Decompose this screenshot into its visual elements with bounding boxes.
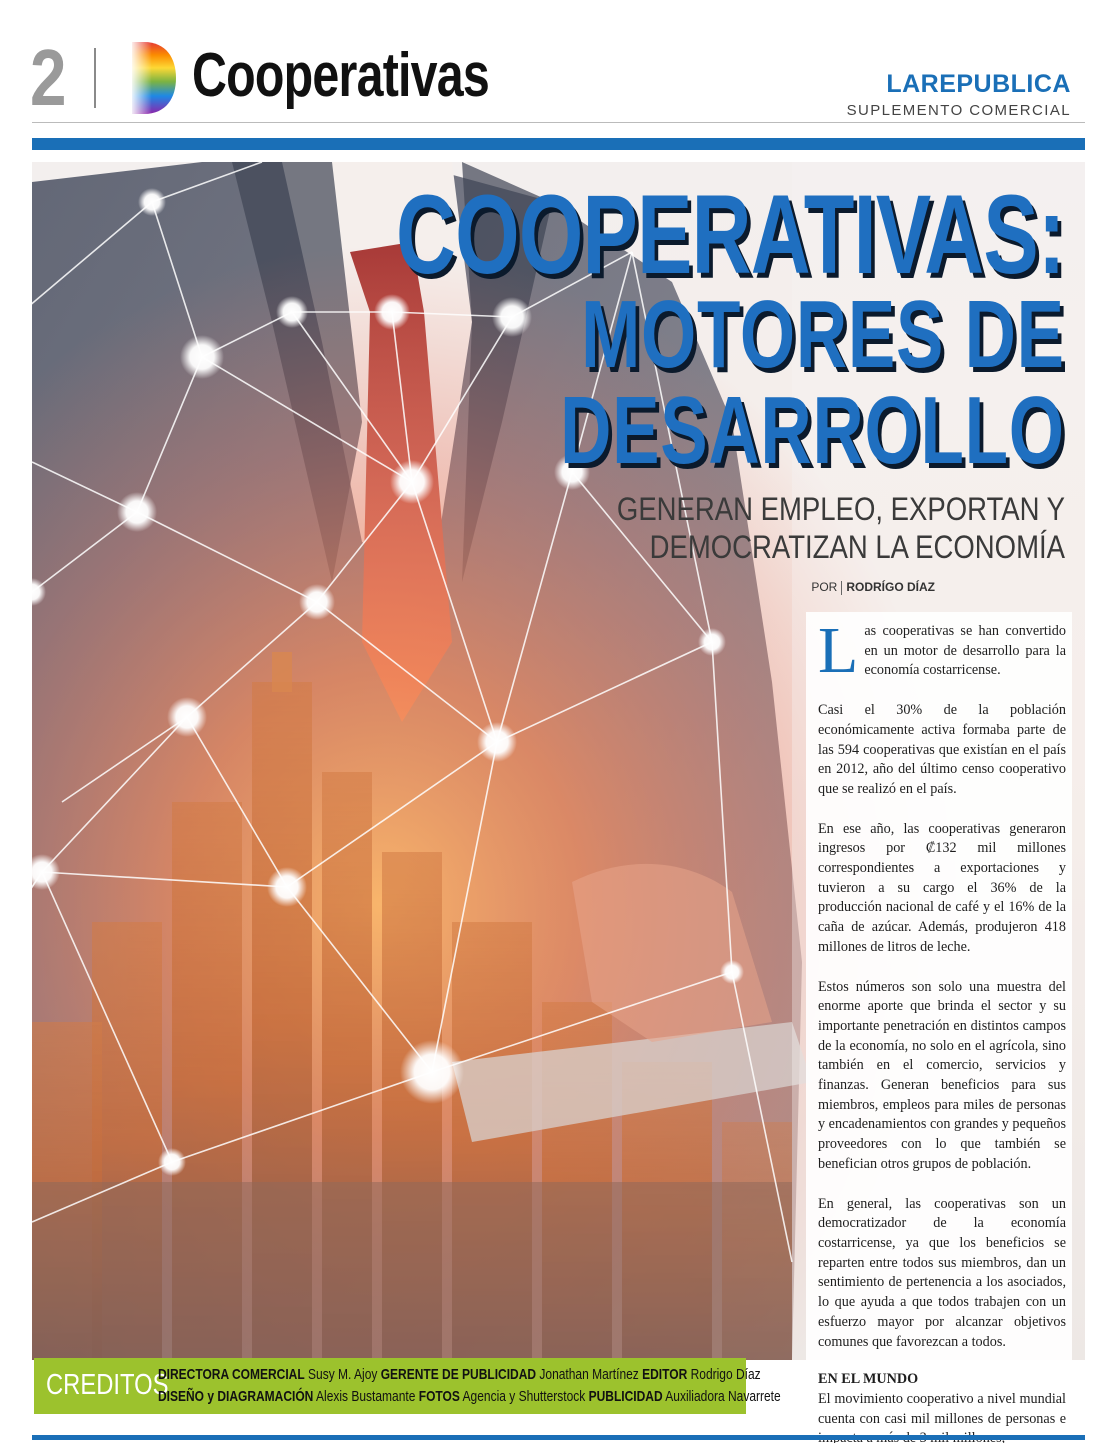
article-paragraph: Estos números son solo una muestra del enorme aporte que brinda el sector y su importante penetración en distintos campos de la economía, no solo en el agrícola, sino también en el comercio, servicios y finanzas. Generan beneficios para sus miembros, empleos para miles de personas y encadenamientos con grandes y pequeños proveedores con lo que también se benefician otros grupos de población. bbox=[818, 978, 1066, 1172]
header-thin-rule bbox=[32, 122, 1085, 123]
credits-box bbox=[34, 1358, 781, 1414]
section-title: Cooperativas bbox=[192, 41, 490, 110]
headline bbox=[396, 172, 1065, 484]
brand-subtitle: SUPLEMENTO COMERCIAL bbox=[846, 102, 1071, 119]
byline-author: RODRÍGO DÍAZ bbox=[846, 580, 935, 594]
headline-line-2: MOTORES DE bbox=[581, 281, 1065, 388]
footer-blue-rule bbox=[32, 1435, 1085, 1440]
header-blue-rule bbox=[32, 138, 1085, 150]
article-paragraph: El movimiento cooperativo a nivel mundial cuenta con casi mil millones de personas e bbox=[818, 1390, 1066, 1427]
header-divider bbox=[94, 48, 96, 108]
subheadline-line-1: GENERAN EMPLEO, EXPORTAN Y bbox=[616, 491, 1065, 527]
brand-logo: LAREPUBLICA bbox=[886, 70, 1071, 98]
article-column bbox=[806, 612, 1072, 1427]
rainbow-d-logo-icon bbox=[130, 40, 178, 116]
credits-line-1: DIRECTORA COMERCIAL Susy M. Ajoy GERENTE DE PUBLICIDAD Jonathan Martínez EDITOR Rodrigo Díaz bbox=[158, 1366, 761, 1383]
credits-line-2: DISEÑO y DIAGRAMACIÓN Alexis Bustamante FOTOS Agencia y Shutterstock PUBLICIDAD Auxiliadora Navarrete bbox=[158, 1388, 781, 1405]
credits-lines bbox=[158, 1364, 781, 1408]
headline-line-1: COOPERATIVAS: bbox=[396, 172, 1065, 297]
headline-line-3: DESARROLLO bbox=[560, 377, 1065, 484]
credits-title: CREDITOS bbox=[46, 1369, 169, 1401]
article-subheading: EN EL MUNDO bbox=[818, 1371, 919, 1388]
article-paragraph: Casi el 30% de la población económicamente activa formaba parte de las 594 cooperativas que existían en el país en 2012, año del último censo cooperativo que se realizó en el país. bbox=[818, 702, 1066, 797]
byline bbox=[811, 579, 935, 595]
byline-separator bbox=[841, 581, 842, 595]
subheadline bbox=[549, 490, 1065, 566]
byline-prefix: POR bbox=[811, 580, 838, 594]
page-number: 2 bbox=[30, 33, 67, 122]
article-paragraph: En general, las cooperativas son un democratizador de la economía costarricense, ya que los beneficios se reparten entre todos sus miembros, dan un sentimiento de pertenencia a los asociados, lo que ayuda a que todos trabajen con un esfuerzo mayor por alcanzar objetivos comunes que favorezcan a todos. bbox=[818, 1195, 1066, 1350]
article-paragraph: En ese año, las cooperativas generaron ingresos por ₡132 mil millones correspondientes a exportaciones y tuvieron a su cargo el 36% de la producción nacional de café y el 16% de la caña de azúcar. Además, produjeron 418 millones de litros de leche. bbox=[818, 820, 1066, 955]
article-paragraph: Las cooperativas se han convertido en un motor de desarrollo para la economía costarricense. bbox=[818, 614, 1066, 687]
drop-cap: L bbox=[818, 614, 859, 687]
subheadline-line-2: DEMOCRATIZAN LA ECONOMÍA bbox=[649, 529, 1065, 565]
